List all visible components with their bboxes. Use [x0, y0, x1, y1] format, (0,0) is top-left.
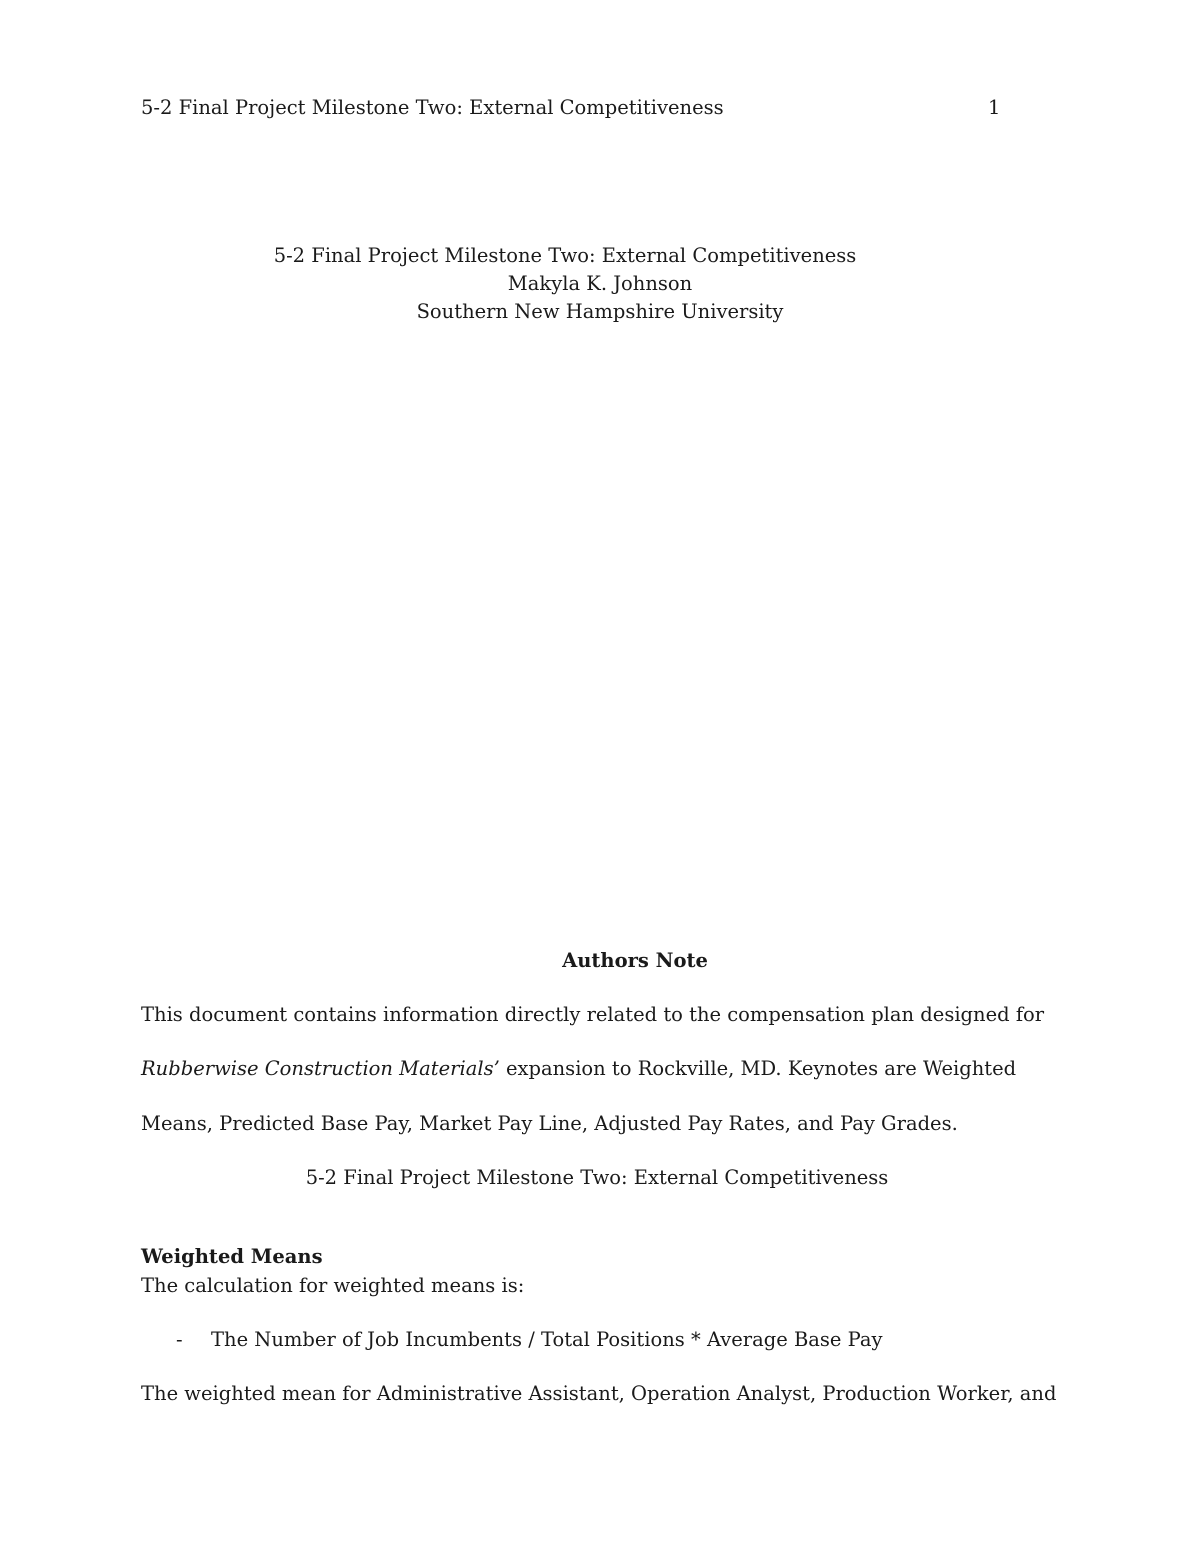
weighted-mean-paragraph: The weighted mean for Administrative Assistant, Operation Analyst, Production Worker, and [141, 1382, 1057, 1405]
page-number: 1 [988, 96, 1001, 119]
weighted-means-heading: Weighted Means [141, 1245, 323, 1268]
institution-name: Southern New Hampshire University [416, 300, 784, 323]
authors-note-heading: Authors Note [562, 949, 708, 972]
authors-note-line-2-rest: expansion to Rockville, MD. Keynotes are Weighted [499, 1057, 1017, 1080]
author-name: Makyla K. Johnson [507, 272, 693, 295]
authors-note-line-2 [141, 1057, 1016, 1081]
calculation-intro: The calculation for weighted means is: [141, 1274, 525, 1297]
paper-title: 5-2 Final Project Milestone Two: External Competitiveness [273, 244, 857, 267]
company-name-italic: Rubberwise Construction Materials’ [141, 1057, 500, 1080]
formula-bullet: The Number of Job Incumbents / Total Positions * Average Base Pay [211, 1328, 883, 1351]
running-head-title: 5-2 Final Project Milestone Two: External Competitiveness [141, 96, 724, 119]
bullet-dash: - [176, 1328, 183, 1351]
authors-note-line-3: Means, Predicted Base Pay, Market Pay Line, Adjusted Pay Rates, and Pay Grades. [141, 1112, 958, 1135]
section-title: 5-2 Final Project Milestone Two: External Competitiveness [305, 1166, 889, 1189]
authors-note-line-1: This document contains information directly related to the compensation plan designed for [141, 1003, 1045, 1026]
